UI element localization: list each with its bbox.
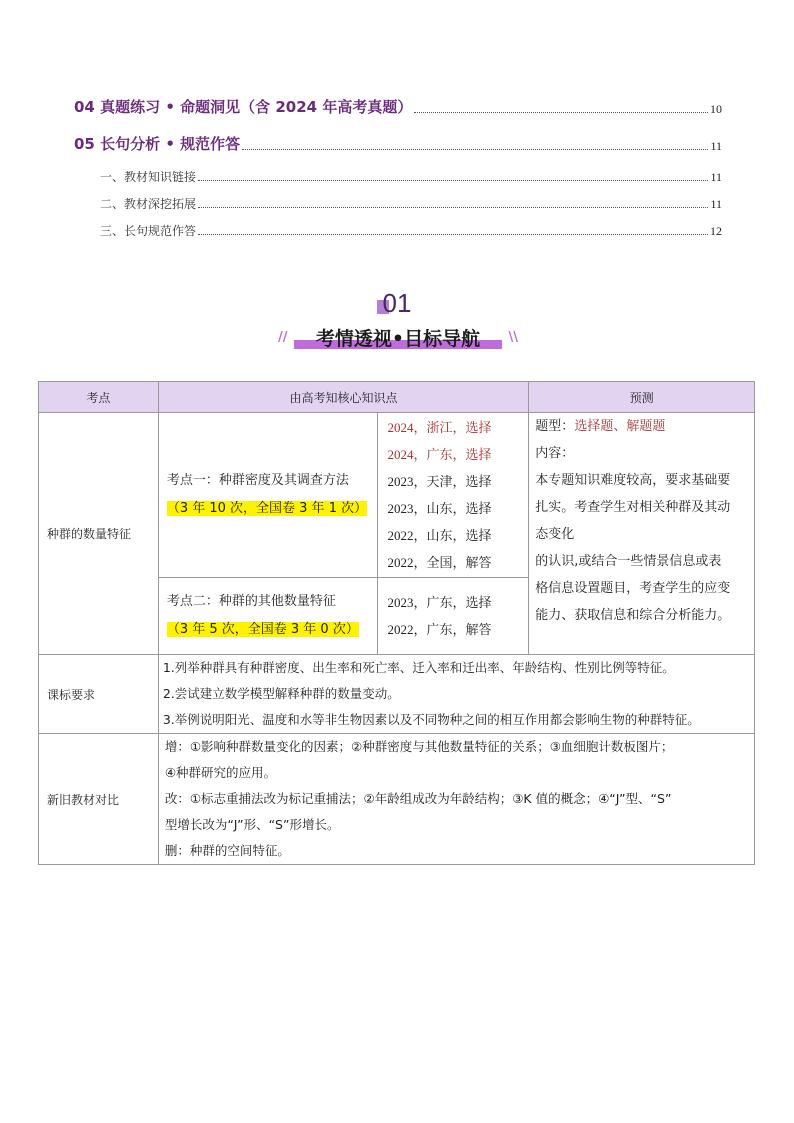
kp2-stats: （3 年 5 次，全国卷 3 年 0 次） [166,622,359,637]
year-item: 2023，天津，选择 [387,474,492,489]
header-core-knowledge: 由高考知核心知识点 [158,382,528,413]
kp1-stats: （3 年 10 次，全国卷 3 年 1 次） [166,501,368,516]
toc-item[interactable] [74,133,722,154]
toc-leader [198,206,708,208]
toc-leader [414,111,708,113]
toc-item[interactable] [74,195,722,212]
comparison-cell [158,734,754,865]
standards-cell [158,655,754,734]
header-exam-point: 考点 [39,382,159,413]
comparison-line: 改：①标志重捕法改为标记重捕法；②年龄组成改为年龄结构；③K 值的概念；④“J”型、“S” [164,791,672,806]
toc-leader [198,233,708,235]
toc-item[interactable] [74,222,722,239]
header-prediction: 预测 [529,382,755,413]
comparison-line: 删：种群的空间特征。 [164,843,290,858]
prediction-type-value: 选择题、解题题 [574,419,666,434]
prediction-type-label: 题型： [535,419,575,434]
comparison-line: 型增长改为“J”形、“S”形增长。 [164,817,340,832]
kp1-name: 考点一：种群密度及其调查方法 [166,473,349,488]
toc-leader [198,179,708,181]
toc-item-label: 二、教材深挖拓展 [100,197,197,211]
standards-line: 3.举例说明阳光、温度和水等非生物因素以及不同物种之间的相互作用都会影响生物的种群特征。 [162,712,700,727]
prediction-line: 态变化 [535,527,575,542]
table-row [39,734,755,865]
exam-analysis-table [38,381,755,865]
year-item: 2024，浙江，选择 [387,420,492,435]
kp1-cell [158,413,378,578]
toc-item-page: 10 [710,102,722,116]
kp1-years-cell [378,413,529,578]
prediction-line: 扎实。考查学生对相关种群及其动 [535,500,731,515]
toc-item[interactable] [74,168,722,185]
prediction-cell [529,413,755,655]
toc-item-page: 12 [710,224,722,238]
toc-item[interactable] [74,96,722,117]
year-item: 2024，广东，选择 [387,447,492,462]
comparison-line: 增：①影响种群数量变化的因素；②种群密度与其他数量特征的关系；③血细胞计数板图片； [164,739,674,754]
toc-item-page: 11 [710,170,722,184]
toc-item-label: 三、长句规范作答 [100,224,197,238]
prediction-line: 能力、获取信息和综合分析能力。 [535,608,731,623]
section-title-banner [278,324,518,348]
right-slash-decoration: \\ [508,330,518,345]
prediction-line: 本专题知识难度较高，要求基础要 [535,473,731,488]
table-row [39,655,755,734]
prediction-line: 的认识,或结合一些情景信息或表 [535,554,722,569]
kp2-years-cell [378,578,529,655]
year-item: 2022，广东，解答 [387,622,492,637]
comparison-line: ④种群研究的应用。 [164,765,277,780]
toc-item-page: 11 [710,139,722,153]
standards-line: 1.列举种群具有种群密度、出生率和死亡率、迁入率和迁出率、年龄结构、性别比例等特征。 [162,660,675,675]
toc-leader [242,148,708,150]
left-slash-decoration: // [278,330,288,345]
standards-label: 课标要求 [39,655,159,734]
year-item: 2023，山东，选择 [387,501,492,516]
toc-item-label: 一、教材知识链接 [100,170,197,184]
kp2-cell [158,578,378,655]
standards-line: 2.尝试建立数学模型解释种群的数量变动。 [162,686,400,701]
table-header-row [39,382,755,413]
comparison-label: 新旧教材对比 [39,734,159,865]
year-item: 2022，全国，解答 [387,555,492,570]
prediction-content-label: 内容： [535,446,575,461]
toc-item-label: 05 长句分析 • 规范作答 [74,135,241,153]
category-cell: 种群的数量特征 [39,413,159,655]
prediction-line: 格信息设置题目，考查学生的应变 [535,581,731,596]
section-title: 考情透视•目标导航 [315,328,481,350]
kp2-name: 考点二：种群的其他数量特征 [166,594,336,609]
year-item: 2023，广东，选择 [387,595,492,610]
section-number: 01 [382,288,412,318]
toc-item-label: 04 真题练习 • 命题洞见（含 2024 年高考真题） [74,98,413,116]
toc-item-page: 11 [710,197,722,211]
table-row [39,413,755,578]
year-item: 2022，山东，选择 [387,528,492,543]
